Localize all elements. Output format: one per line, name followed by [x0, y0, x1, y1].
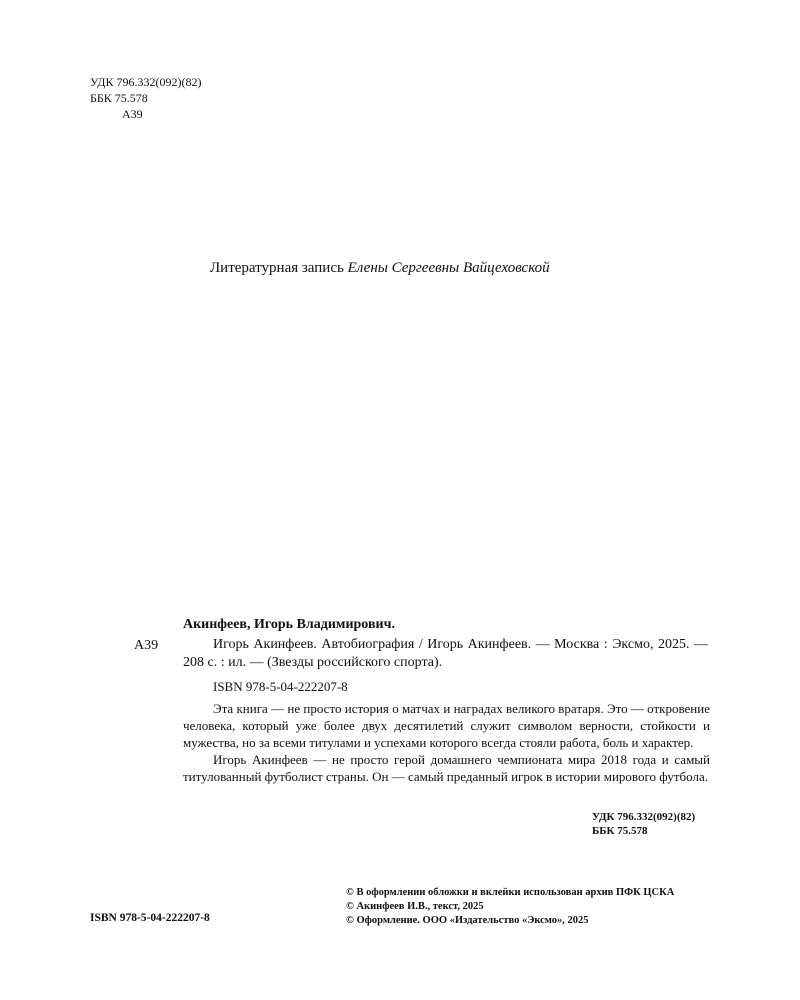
right-classification-codes [592, 810, 695, 838]
right-udk: УДК 796.332(092)(82) [592, 811, 696, 823]
copyright-line-1: © В оформлении обложки и вклейки использован архив ПФК ЦСКА [346, 887, 675, 898]
literary-name: Елены Сергеевны Вайцеховской [347, 260, 550, 276]
a39-marker: А39 [134, 638, 159, 653]
copyright-line-3: © Оформление. ООО «Издательство «Эксмо», 2025 [346, 915, 589, 926]
isbn-bottom: ISBN 978-5-04-222207-8 [90, 912, 210, 924]
right-bbk: ББК 75.578 [592, 825, 648, 837]
isbn-main: ISBN 978-5-04-222207-8 [213, 679, 348, 694]
top-a39: А39 [122, 107, 143, 121]
literary-record-line [210, 260, 550, 277]
annotation-paragraph-2: Игорь Акинфеев — не просто герой домашнего чемпионата мира 2018 года и самый титулованный футболист страны. Он — самый преданный игрок в истории мирового футбола. [183, 752, 710, 784]
bibliographic-description: Игорь Акинфеев. Автобиография / Игорь Акинфеев. — Москва : Эксмо, 2025. — 208 с. : ил. — (Звезды российского спорта). [183, 637, 708, 670]
literary-prefix: Литературная запись [210, 260, 348, 276]
copyright-block [346, 886, 674, 928]
annotation-paragraph-1: Эта книга — не просто история о матчах и наградах великого вратаря. Это — откровение человека, который уже более двух десятилетий служит символом верности, стойкости и мужества, но за всеми титулами и успехами которого всегда стояли работа, боль и характер. [183, 701, 710, 750]
copyright-line-2: © Акинфеев И.В., текст, 2025 [346, 901, 484, 912]
top-udk: УДК 796.332(092)(82) [90, 75, 202, 89]
top-classification-codes [90, 74, 201, 122]
author-heading: Акинфеев, Игорь Владимирович. [183, 617, 395, 632]
annotation [183, 700, 710, 785]
top-bbk: ББК 75.578 [90, 91, 148, 105]
